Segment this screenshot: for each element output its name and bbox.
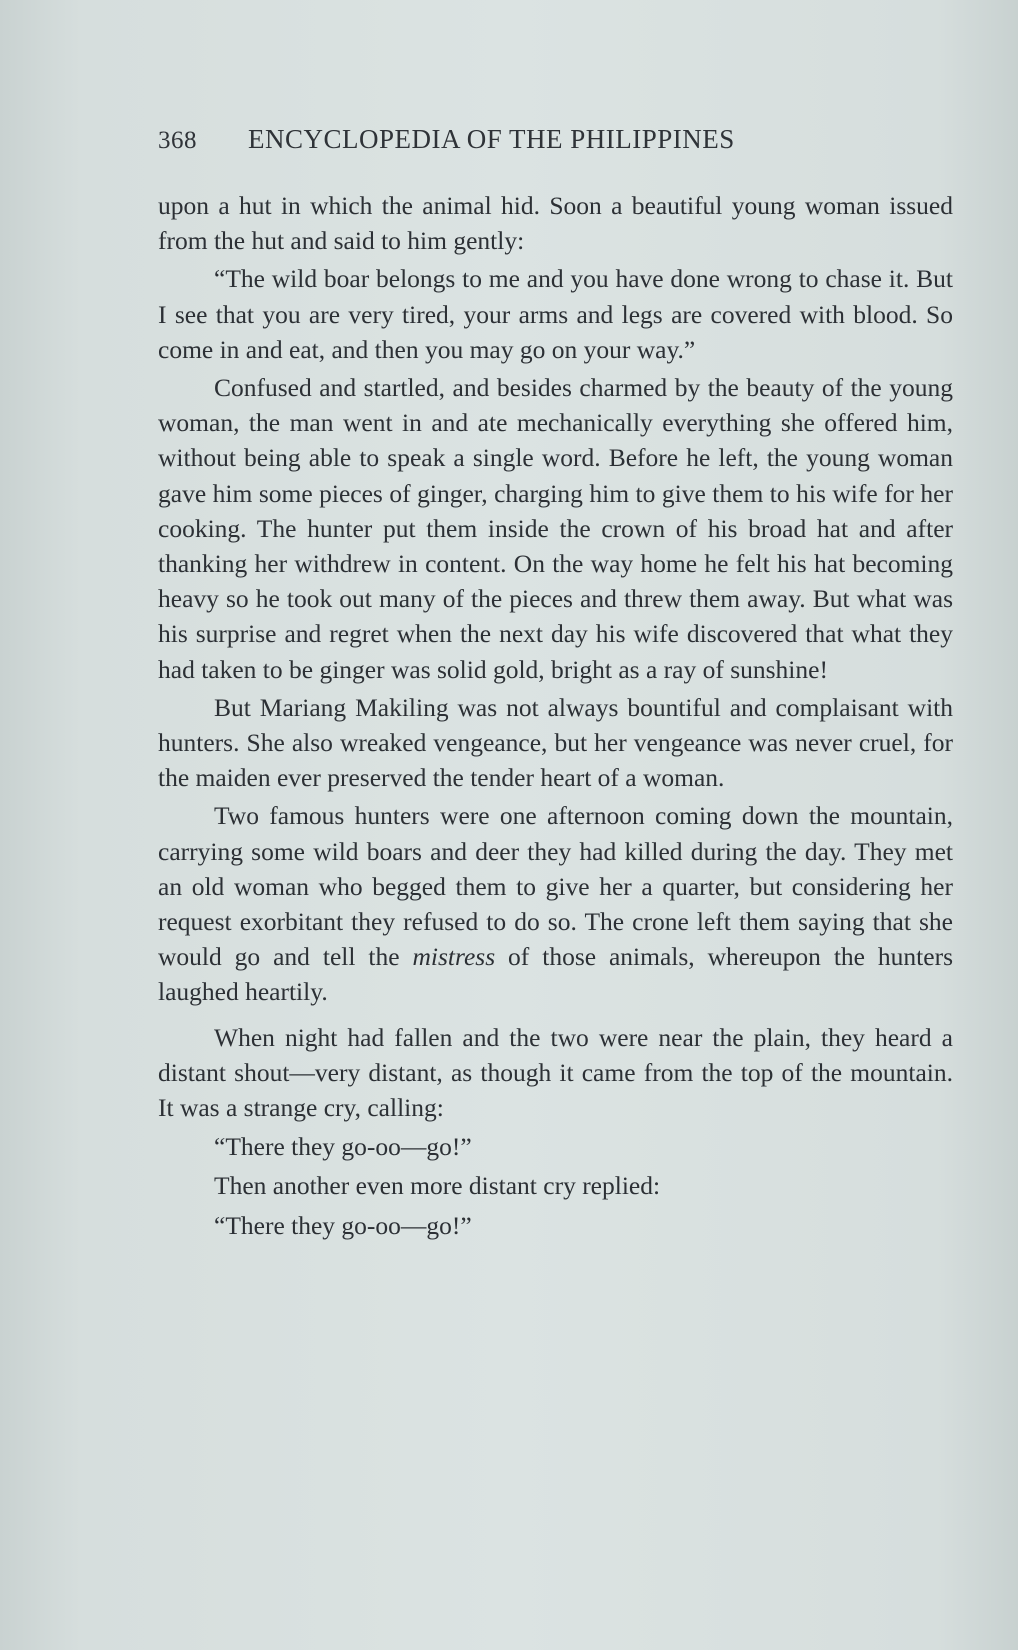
paragraph-continuation: upon a hut in which the animal hid. Soon a beautiful young woman issued from the hut and said to him gently: [158,191,953,256]
paragraph-boar-speech: “The wild boar belongs to me and you have done wrong to chase it. But I see that you are very tired, your arms and legs are covered with blood. So come in and eat, and then you may go on your way.” [158,264,953,364]
page-number: 368 [158,127,197,154]
hunters-text-end: of those animals, whereupon the hunters laughed heartily. [158,942,953,1007]
dialogue-line-2: Then another even more distant cry replied: [214,1171,661,1201]
dialogue-line-1: “There they go-oo—go!” [214,1132,472,1162]
paragraph-ginger: Confused and startled, and besides charmed by the beauty of the young woman, the man went in and ate mechanically everything she offered him, without being able to speak a single word. Before he left, the young woman gave him some pieces of ginger, charging him to give them to his wife for her cooking. The hunter put them inside the crown of his broad hat and after thanking her withdrew in content. On the way home he felt his hat becoming heavy so he took out many of the pieces and threw them away. But what was his surprise and regret when the next day his wife discovered that what they had taken to be ginger was solid gold, bright as a ray of sunshine! [158,373,953,684]
running-head [158,124,858,155]
running-title: ENCYCLOPEDIA OF THE PHILIPPINES [248,124,735,154]
dialogue-line-3: “There they go-oo—go!” [214,1210,472,1240]
hunters-text-italic: mistress [412,942,496,972]
paragraph-vengeance: But Mariang Makiling was not always bountiful and complaisant with hunters. She also wreaked vengeance, but her vengeance was never cruel, for the maiden ever preserved the tender heart of a woman. [158,692,953,793]
paragraph-two-hunters [158,798,953,1009]
hunters-text-start: Two famous hunters were one afternoon coming down the mountain, carrying some wild boars and deer they had killed during the day. They met an old woman who begged them to give her a quarter, but considering her request exorbitant they refused to do so. The crone left them saying that she would go and tell the [158,801,953,972]
body-text [158,188,953,1246]
paragraph-night: When night had fallen and the two were near the plain, they heard a distant shout—very distant, as though it came from the top of the mountain. It was a strange cry, calling: [158,1022,953,1123]
